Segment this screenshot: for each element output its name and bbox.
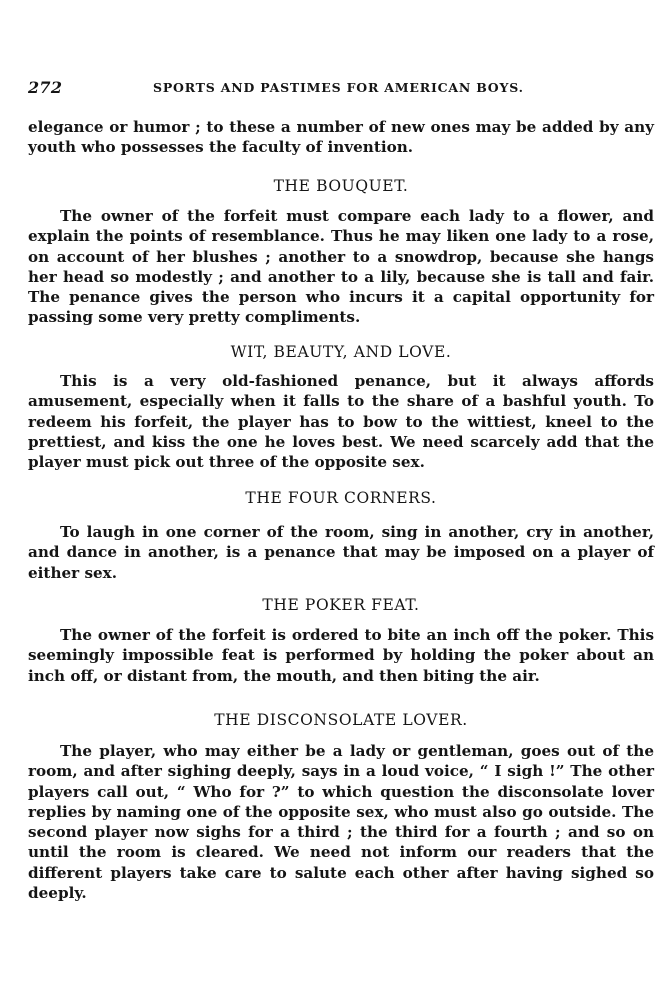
section-body-wit-beauty-love: This is a very old-fashioned penance, but it always affords amusement, especially when it falls to the share of a bashful youth. To redeem his forfeit, the player has to bow to the wittiest, kneel to the prettiest, and kiss the one he loves best. We need scarcely add that the player must pick out three of the opposite sex. bbox=[28, 372, 654, 472]
section-heading-disconsolate-lover: THE DISCONSOLATE LOVER. bbox=[214, 711, 468, 729]
running-head bbox=[28, 78, 654, 100]
section-body-four-corners: To laugh in one corner of the room, sing in another, cry in another, and dance in another, is a penance that may be imposed on a player of either sex. bbox=[28, 523, 654, 582]
section-heading-wit-beauty-love: WIT, BEAUTY, AND LOVE. bbox=[230, 343, 452, 361]
section-heading-bouquet: THE BOUQUET. bbox=[273, 177, 409, 195]
page-number: 272 bbox=[28, 78, 63, 97]
section-body-disconsolate-lover: The player, who may either be a lady or gentleman, goes out of the room, and after sighing deeply, says in a loud voice, “ I sigh !” The other players call out, “ Who for ?” to which question the disconsolate lover replies by naming one of the opposite sex, who must also go outside. The second player now sighs for a third ; the third for a fourth ; and so on until the room is cleared. We need not inform our readers that the different players take care to salute each other after having sighed so deeply. bbox=[28, 742, 654, 903]
section-heading-poker-feat: THE POKER FEAT. bbox=[262, 596, 420, 614]
running-title: SPORTS AND PASTIMES FOR AMERICAN BOYS. bbox=[153, 80, 524, 95]
section-body-bouquet: The owner of the forfeit must compare each lady to a flower, and explain the points of resemblance. Thus he may liken one lady to a rose, on account of her blushes ; another to a snowdrop, because she hangs her head so modestly ; and another to a lily, because she is tall and fair. The penance gives the person who incurs it a capital opportunity for passing some very pretty compliments. bbox=[28, 207, 654, 327]
intro-paragraph: elegance or humor ; to these a number of new ones may be added by any youth who possesses the faculty of invention. bbox=[28, 118, 654, 157]
section-heading-four-corners: THE FOUR CORNERS. bbox=[245, 489, 437, 507]
section-body-poker-feat: The owner of the forfeit is ordered to bite an inch off the poker. This seemingly impossible feat is performed by holding the poker about an inch off, or distant from, the mouth, and then biting the air. bbox=[28, 626, 654, 685]
